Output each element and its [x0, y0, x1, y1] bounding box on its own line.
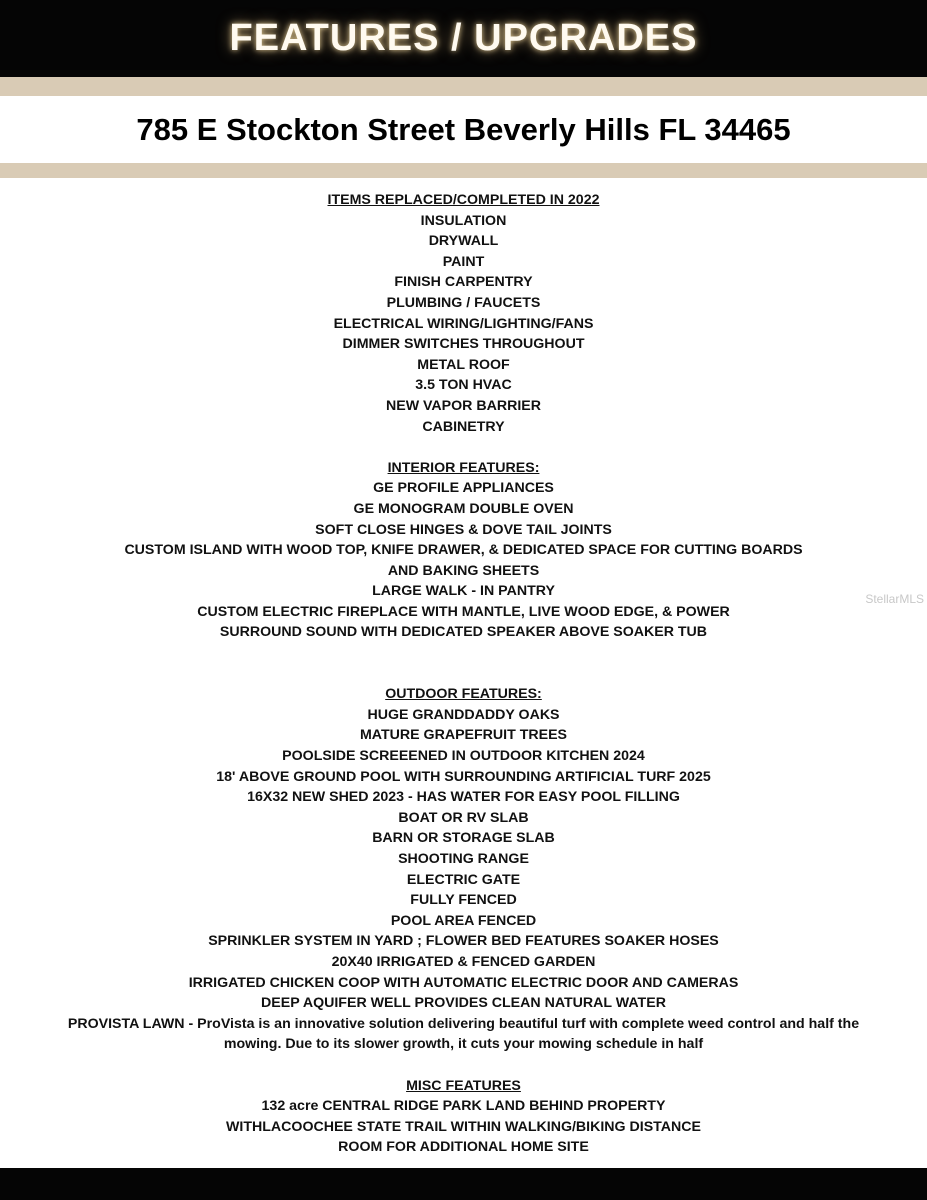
list-item: IRRIGATED CHICKEN COOP WITH AUTOMATIC ELECTRIC DOOR AND CAMERAS [188, 974, 739, 991]
list-item: 132 acre CENTRAL RIDGE PARK LAND BEHIND PROPERTY [261, 1098, 666, 1115]
list-item: BARN OR STORAGE SLAB [372, 830, 555, 847]
list-item: 16X32 NEW SHED 2023 - HAS WATER FOR EASY POOL FILLING [247, 789, 680, 806]
list-item: INSULATION [420, 212, 507, 229]
list-item: ELECTRIC GATE [406, 871, 521, 888]
tan-divider-bottom [0, 163, 927, 178]
tan-divider-top [0, 77, 927, 96]
list-item: SHOOTING RANGE [398, 851, 529, 867]
spacer [20, 1055, 907, 1076]
list-item: WITHLACOOCHEE STATE TRAIL WITHIN WALKING/BIKING DISTANCE [226, 1118, 701, 1135]
address-band [0, 96, 927, 163]
list-item: METAL ROOF [417, 356, 510, 373]
list-item: FULLY FENCED [410, 892, 517, 909]
list-item: 20X40 IRRIGATED & FENCED GARDEN [331, 953, 596, 970]
section-heading: OUTDOOR FEATURES: [385, 686, 542, 703]
list-item: SPRINKLER SYSTEM IN YARD ; FLOWER BED FEATURES SOAKER HOSES [208, 933, 719, 950]
list-item: POOLSIDE SCREEENED IN OUTDOOR KITCHEN 2024 [282, 748, 645, 765]
list-item: PROVISTA LAWN - ProVista is an innovative solution delivering beautiful turf with complete weed control and half the [67, 1015, 860, 1032]
list-item: ROOM FOR ADDITIONAL HOME SITE [338, 1139, 589, 1156]
watermark: StellarMLS [865, 592, 924, 606]
section-interior-features [20, 458, 907, 643]
list-item: SOFT CLOSE HINGES & DOVE TAIL JOINTS [315, 521, 612, 538]
list-item: GE PROFILE APPLIANCES [373, 480, 554, 497]
footer-bar [0, 1168, 927, 1200]
list-item: DEEP AQUIFER WELL PROVIDES CLEAN NATURAL WATER [261, 995, 666, 1012]
list-item: mowing. Due to its slower growth, it cuts your mowing schedule in half [223, 1036, 704, 1053]
list-item: DRYWALL [428, 233, 499, 250]
features-list [20, 190, 907, 1158]
list-item: HUGE GRANDDADDY OAKS [367, 706, 560, 723]
list-item: AND BAKING SHEETS [387, 562, 540, 579]
spacer [20, 643, 907, 684]
list-item: ELECTRICAL WIRING/LIGHTING/FANS [333, 315, 594, 332]
list-item: FINISH CARPENTRY [394, 274, 533, 291]
list-item: NEW VAPOR BARRIER [385, 397, 541, 414]
list-item: LARGE WALK - IN PANTRY [372, 583, 555, 600]
section-heading: MISC FEATURES [406, 1077, 521, 1094]
list-item: POOL AREA FENCED [390, 912, 537, 929]
section-outdoor-features [20, 684, 907, 1055]
section-misc-features [20, 1076, 907, 1158]
page-title: FEATURES / UPGRADES [229, 17, 698, 59]
list-item: PAINT [442, 253, 485, 270]
list-item: MATURE GRAPEFRUIT TREES [359, 727, 568, 744]
section-heading: ITEMS REPLACED/COMPLETED IN 2022 [327, 192, 600, 208]
list-item: BOAT OR RV SLAB [398, 809, 529, 826]
section-items-replaced [20, 190, 907, 437]
list-item: 18' ABOVE GROUND POOL WITH SURROUNDING ARTIFICIAL TURF 2025 [216, 768, 711, 785]
property-address: 785 E Stockton Street Beverly Hills FL 34465 [136, 111, 791, 147]
list-item: CUSTOM ISLAND WITH WOOD TOP, KNIFE DRAWER, & DEDICATED SPACE FOR CUTTING BOARDS [124, 542, 803, 559]
spacer [20, 437, 907, 458]
list-item: CABINETRY [422, 418, 505, 435]
section-heading: INTERIOR FEATURES: [387, 459, 540, 476]
list-item: DIMMER SWITCHES THROUGHOUT [342, 336, 585, 353]
list-item: CUSTOM ELECTRIC FIREPLACE WITH MANTLE, LIVE WOOD EDGE, & POWER [197, 603, 730, 620]
list-item: SURROUND SOUND WITH DEDICATED SPEAKER ABOVE SOAKER TUB [219, 624, 708, 641]
title-banner [0, 0, 927, 77]
list-item: 3.5 TON HVAC [415, 377, 512, 394]
list-item: GE MONOGRAM DOUBLE OVEN [353, 500, 574, 517]
list-item: PLUMBING / FAUCETS [386, 294, 541, 311]
